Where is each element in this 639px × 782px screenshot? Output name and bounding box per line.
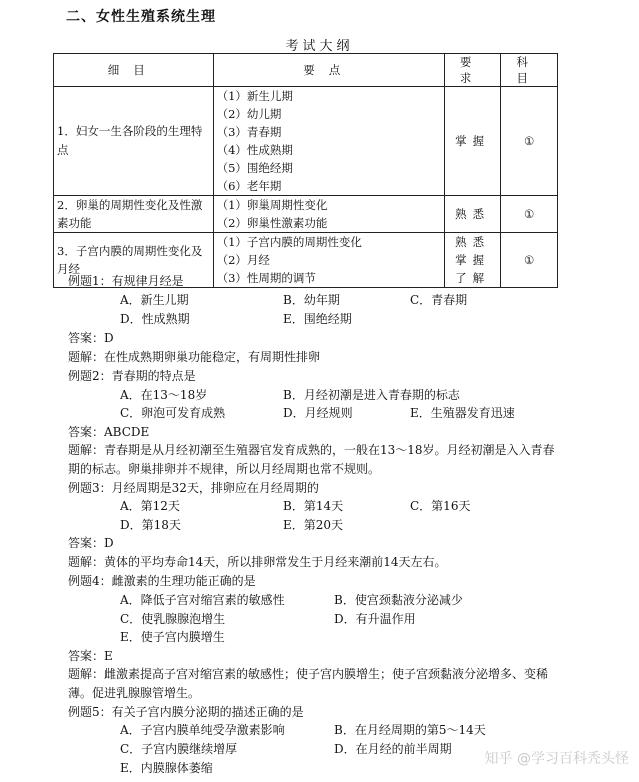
point-item: （3）青春期 (216, 125, 282, 139)
point-item: （2）月经 (216, 253, 270, 267)
requirement-item: 掌握 (455, 253, 491, 267)
point-item: （4）性成熟期 (216, 143, 293, 157)
row-topic: 3．子宫内膜的周期性变化及月经 (54, 233, 214, 288)
row-subject: ① (501, 87, 558, 196)
option-b: B．在月经周期的第5～14天 (334, 723, 486, 737)
question-stem: 例题2：青春期的特点是 (68, 369, 196, 383)
answer: 答案：D (68, 536, 114, 550)
point-item: （1）卵巢周期性变化 (216, 198, 328, 212)
header-topic: 细目 (54, 54, 214, 87)
option-a: A．新生儿期 (120, 293, 189, 307)
table-row (54, 87, 558, 196)
row-points (213, 196, 444, 233)
table-row (54, 196, 558, 233)
point-item: （6）老年期 (216, 179, 282, 193)
row-requirement (444, 233, 501, 288)
explanation: 题解：在性成熟期卵巢功能稳定，有周期性排卵 (68, 350, 321, 364)
option-c: C．第16天 (410, 499, 471, 513)
option-a: A．第12天 (120, 499, 180, 513)
option-d: D．第18天 (120, 518, 181, 532)
question-stem: 例题3：月经周期是32天，排卵应在月经周期的 (68, 481, 319, 495)
requirement-item: 熟悉 (455, 235, 491, 249)
requirement-item: 了解 (455, 271, 491, 285)
point-item: （5）围绝经期 (216, 161, 293, 175)
header-subject: 科目 (501, 54, 558, 87)
option-a: A．降低子宫对缩宫素的敏感性 (120, 593, 285, 607)
header-requirement: 要求 (444, 54, 501, 87)
option-b: B．第14天 (283, 499, 344, 513)
section-title: 二、女性生殖系统生理 (66, 9, 216, 25)
question-stem: 例题4：雌激素的生理功能正确的是 (68, 574, 256, 588)
option-b: B．幼年期 (283, 293, 340, 307)
option-e: E．围绝经期 (283, 312, 352, 326)
table-header-row (54, 54, 558, 87)
option-e: E．使子宫内膜增生 (120, 630, 225, 644)
row-subject: ① (501, 233, 558, 288)
question-stem: 例题5：有关子宫内膜分泌期的描述正确的是 (68, 705, 304, 719)
option-c: C．使乳腺腺泡增生 (120, 612, 226, 626)
option-c: C．子宫内膜继续增厚 (120, 742, 238, 756)
explanation: 题解：青春期是从月经初潮至生殖器官发育成熟的，一般在13～18岁。月经初潮是入入青春期的标志。卵巢排卵并不规律，所以月经周期也常不规则。 (68, 443, 555, 476)
option-a: A．在13～18岁 (120, 388, 208, 402)
row-requirement: 熟悉 (444, 196, 501, 233)
row-points (213, 87, 444, 196)
row-subject: ① (501, 196, 558, 233)
watermark: 知乎 @学习百科秃头怪 (484, 751, 629, 767)
syllabus-table (53, 53, 558, 288)
answer: 答案：E (68, 649, 113, 663)
option-d: D．性成熟期 (120, 312, 190, 326)
option-a: A．子宫内膜单纯受孕激素影响 (120, 723, 285, 737)
option-e: E．内膜腺体萎缩 (120, 761, 213, 775)
explanation: 题解：雌激素提高子宫对缩宫素的敏感性；使子宫内膜增生；使子宫颈黏液分泌增多、变稀薄。促进乳腺腺管增生。 (68, 667, 549, 700)
answer: 答案：ABCDE (68, 425, 150, 439)
option-e: E．第20天 (283, 518, 344, 532)
explanation: 题解：黄体的平均寿命14天，所以排卵常发生于月经来潮前14天左右。 (68, 555, 447, 569)
option-b: B．使宫颈黏液分泌减少 (334, 593, 463, 607)
header-points: 要点 (213, 54, 444, 87)
option-e: E．生殖器发育迅速 (410, 406, 515, 420)
answer: 答案：D (68, 331, 114, 345)
option-c: C．卵泡可发育成熟 (120, 406, 226, 420)
option-d: D．月经规则 (283, 406, 353, 420)
row-requirement: 掌握 (444, 87, 501, 196)
point-item: （2）幼儿期 (216, 107, 282, 121)
row-topic: 2．卵巢的周期性变化及性激素功能 (54, 196, 214, 233)
point-item: （1）子宫内膜的周期性变化 (216, 235, 362, 249)
point-item: （1）新生儿期 (216, 89, 293, 103)
option-b: B．月经初潮是进入青春期的标志 (283, 388, 460, 402)
table-title: 考试大纲 (285, 39, 354, 54)
option-d: D．有升温作用 (334, 612, 416, 626)
row-points (213, 233, 444, 288)
option-d: D．在月经的前半周期 (334, 742, 452, 756)
question-stem: 例题1：有规律月经是 (68, 274, 184, 288)
point-item: （2）卵巢性激素功能 (216, 216, 328, 230)
option-c: C．青春期 (410, 293, 468, 307)
point-item: （3）性周期的调节 (216, 271, 316, 285)
row-topic: 1．妇女一生各阶段的生理特点 (54, 87, 214, 196)
